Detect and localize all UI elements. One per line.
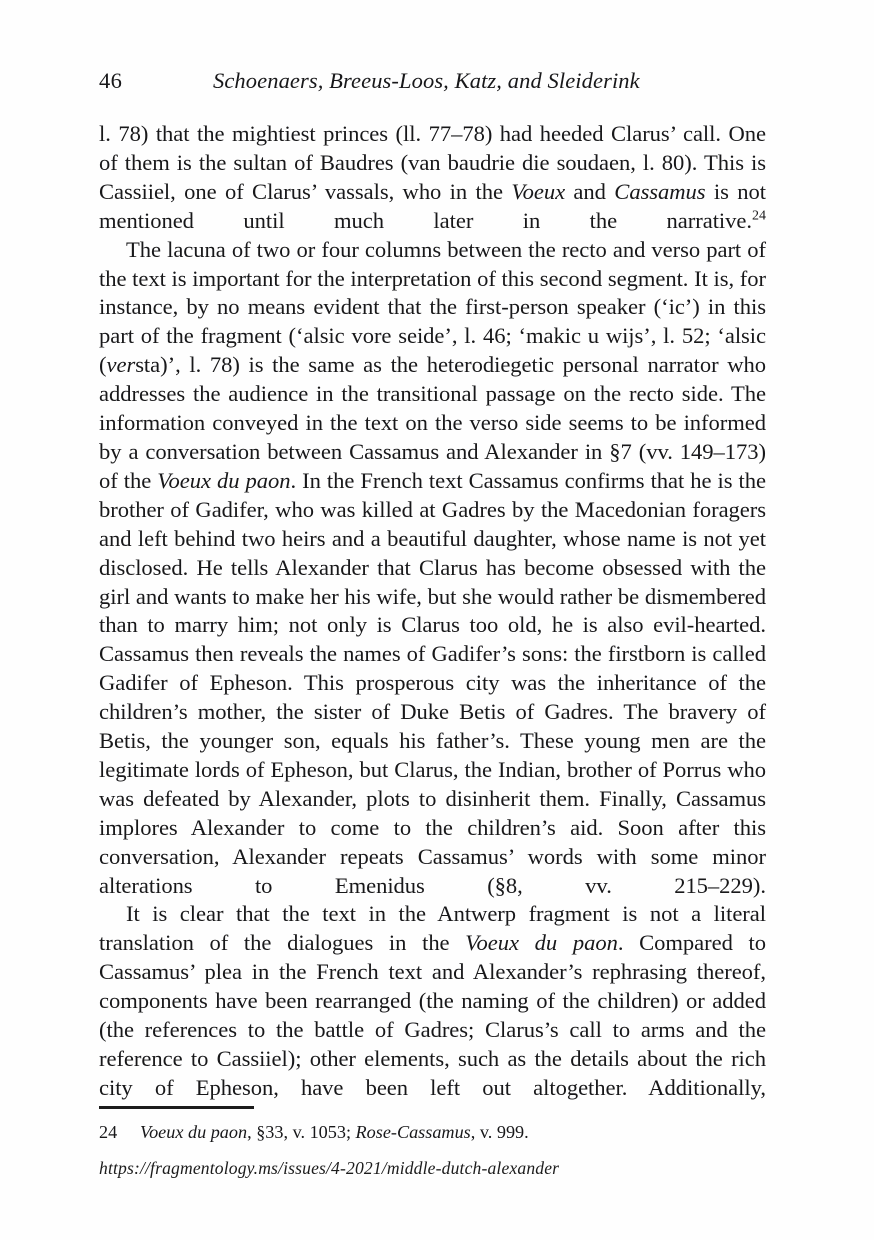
paragraph-2-segment-3: . In the French text Cassamus confirms that he is the brother of Gadifer, who was killed at Gadres by the Macedonian foragers and left behind two heirs and a beautiful daughter, whose name is not yet disclosed. He tells Alexander that Clarus has become obsessed with the girl and wants to make her his wife, but she would rather be dismembered than to marry him; not only is Clarus too old, he is also evil-hearted. Cassamus then reveals the names of Gadifer’s sons: the firstborn is called Gadifer of Epheson. This prosperous city was the inheritance of the children’s mother, the sister of Duke Betis of Gadres. The bravery of Betis, the younger son, equals his father’s. These young men are the legitimate lords of Epheson, but Clarus, the Indian, brother of Porrus who was defeated by Alexander, plots to disinherit them. Finally, Cassamus implores Alexander to come to the children’s aid. Soon after this conversation, Alexander repeats Cassamus’ words with some minor alterations to Emenidus (§8, vv. 215–229).	[99, 467, 767, 898]
footnote-segment-1: , §33, v. 1053;	[247, 1122, 356, 1142]
body-text-block	[99, 120, 766, 1103]
paragraph-3	[99, 900, 766, 1102]
paragraph-2-segment-2: sta)’, l. 78) is the same as the heterodiegetic personal narrator who addresses the audience in the transitional passage on the recto side. The information conveyed in the text on the verso side seems to be informed by a conversation between Cassamus and Alexander in §7 (vv. 149–173) of the	[99, 352, 766, 493]
footnote-title-rose-cassamus: Rose-Cassamus	[355, 1122, 471, 1142]
footnote-marker-24[interactable]: 24	[752, 208, 766, 224]
footnote-separator-rule	[99, 1106, 254, 1109]
running-head	[99, 68, 765, 98]
page-number: 46	[99, 68, 123, 93]
running-title: Schoenaers, Breeus-Loos, Katz, and Sleiderink	[213, 68, 640, 93]
footnote-segment-2: , v. 999.	[470, 1122, 529, 1142]
paragraph-1	[99, 120, 766, 236]
footnote-body	[140, 1120, 766, 1144]
footer-url[interactable]: https://fragmentology.ms/issues/4-2021/middle-dutch-alexander	[99, 1158, 560, 1178]
footnote-number: 24	[99, 1122, 118, 1142]
paragraph-3-segment-1: It is clear that the text in the Antwerp fragment is not a literal translation of the dialogues in the	[99, 901, 766, 956]
footnote-item	[99, 1120, 766, 1144]
paragraph-1-segment-2: and	[565, 178, 615, 204]
title-voeux: Voeux	[511, 178, 566, 204]
title-cassamus: Cassamus	[614, 178, 706, 204]
paragraph-3-segment-2: . Compared to Cassamus’ plea in the French text and Alexander’s rephrasing thereof, components have been rearranged (the naming of the children) or added (the references to the battle of Gadres; Clarus’s call to arms and the reference to Cassiiel); other elements, such as the details about the rich city of Epheson, have been left out altogether. Additionally,	[99, 930, 767, 1100]
paragraph-2	[99, 236, 766, 901]
title-voeux-du-paon: Voeux du paon	[157, 467, 291, 493]
paragraph-1-segment-3: is not mentioned until much later in the narrative.	[99, 178, 767, 233]
footnote-title-voeux-du-paon: Voeux du paon	[140, 1122, 248, 1142]
title-voeux-du-paon-2: Voeux du paon	[465, 930, 618, 956]
paragraph-2-segment-1: The lacuna of two or four columns between the recto and verso part of the text is important for the interpretation of this second segment. It is, for instance, by no means evident that the first-person speaker (‘ic’) in this part of the fragment (‘alsic vore seide’, l. 46; ‘makic u wijs’, l. 52; ‘alsic (	[99, 236, 766, 378]
paragraph-1-segment-1: l. 78) that the mightiest princes (ll. 77–78) had heeded Clarus’ call. One of them is the sultan of Baudres (van baudrie die soudaen, l. 80). This is Cassiiel, one of Clarus’ vassals, who in the	[99, 121, 766, 204]
footnote-area	[99, 1120, 766, 1144]
quoted-word-ver: ver	[106, 352, 136, 378]
